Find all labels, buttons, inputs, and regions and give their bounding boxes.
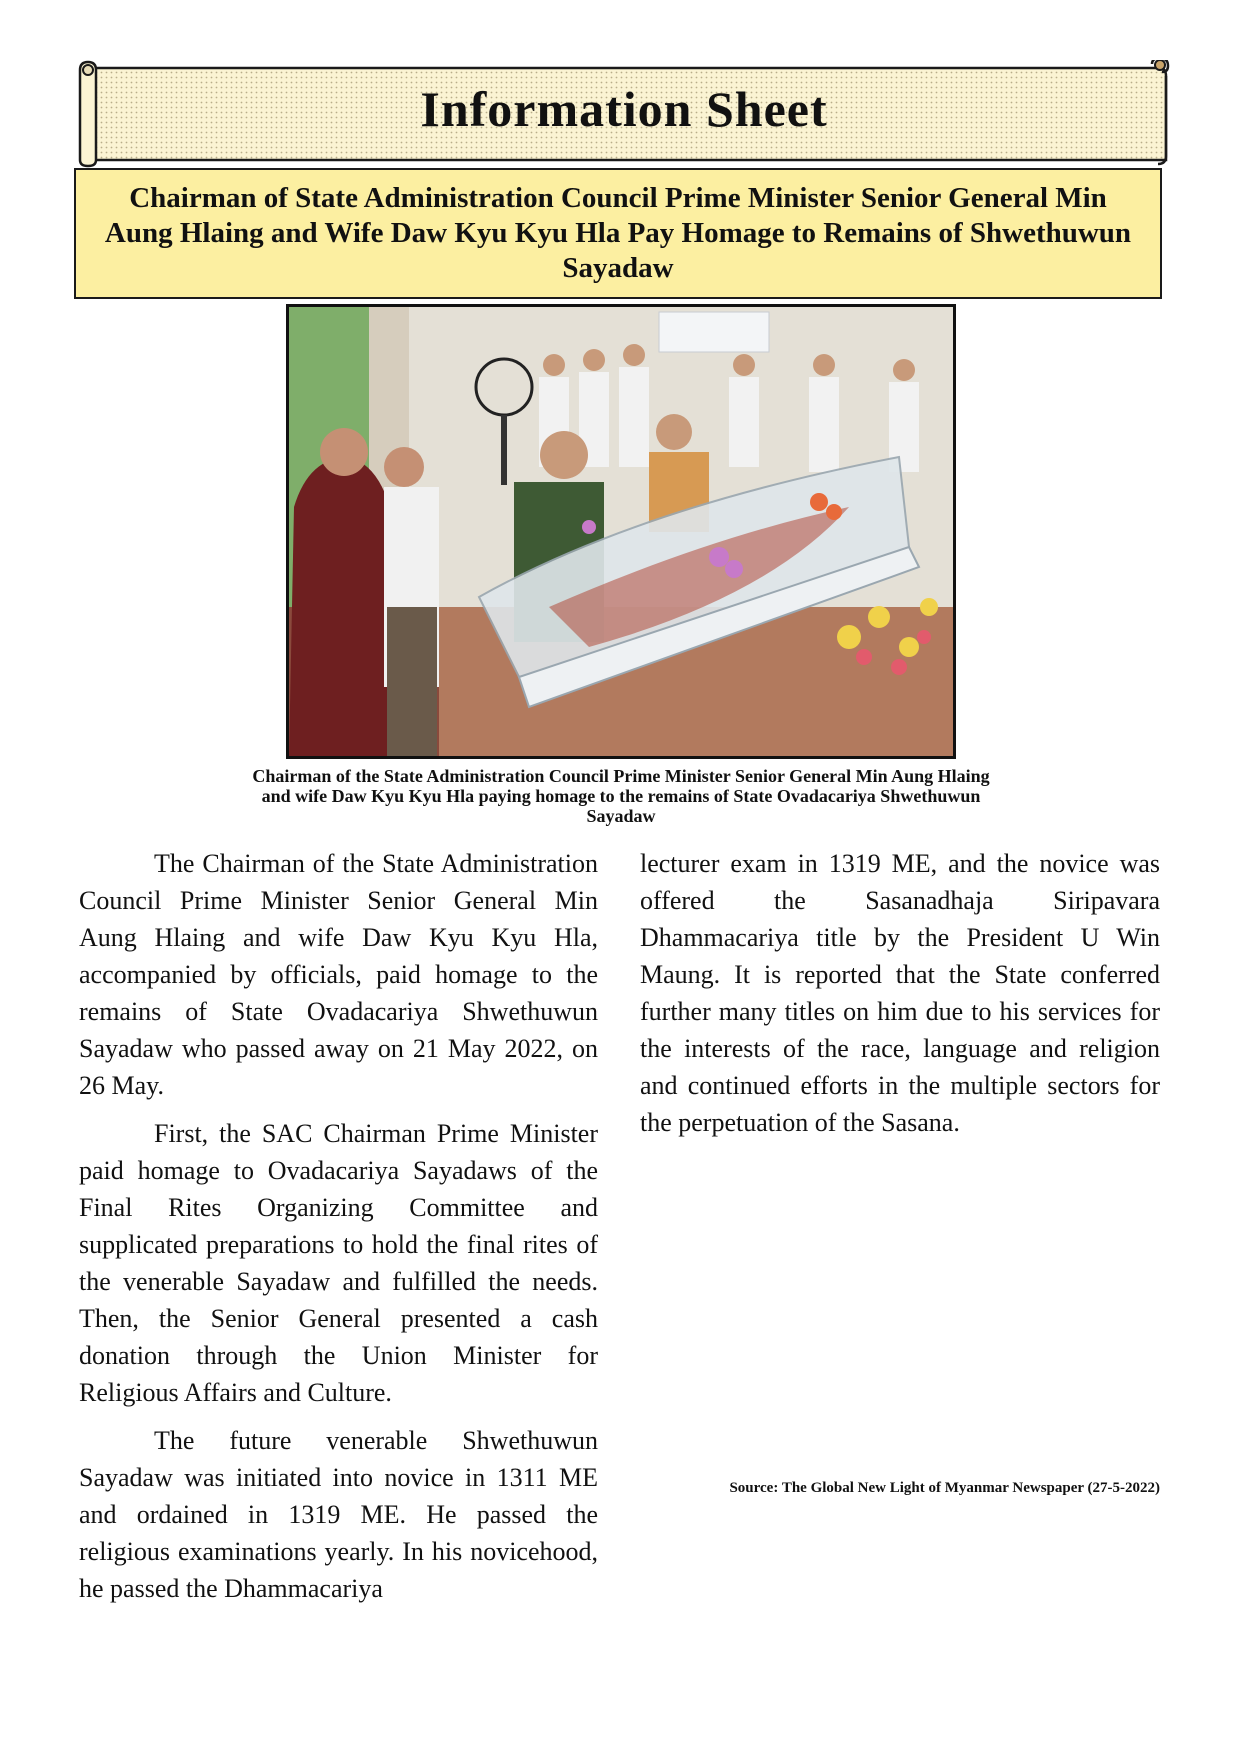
- page-title: Information Sheet: [420, 81, 828, 137]
- article-column-right: [640, 845, 1160, 1152]
- article-paragraph: The Chairman of the State Administration Council Prime Minister Senior General Min Aung Hlaing and wife Daw Kyu Kyu Hla, accompanied by officials, paid homage to the remains of State Ovadacariya Shwethuwun Sayadaw who passed away on 21 May 2022, on 26 May.: [79, 849, 598, 1100]
- headline: Chairman of State Administration Council Prime Minister Senior General Min Aung Hlaing and Wife Daw Kyu Kyu Hla Pay Homage to Remains of Shwethuwun Sayadaw: [104, 182, 1132, 284]
- article-paragraph: First, the SAC Chairman Prime Minister paid homage to Ovadacariya Sayadaws of the Final Rites Organizing Committee and supplicated preparations to hold the final rites of the venerable Sayadaw and fulfilled the needs. Then, the Senior General presented a cash donation through the Union Minister for Religious Affairs and Culture.: [79, 1119, 598, 1407]
- headline-box: [74, 168, 1162, 299]
- photo-illustration: [289, 307, 953, 756]
- news-photo: [286, 304, 956, 759]
- article-paragraph: The future venerable Shwethuwun Sayadaw was initiated into novice in 1311 ME and ordained in 1319 ME. He passed the religious examinations yearly. In his novicehood, he passed the Dhammacariya: [79, 1426, 598, 1603]
- photo-caption: Chairman of the State Administration Council Prime Minister Senior General Min Aung Hlaing and wife Daw Kyu Kyu Hla paying homage to the remains of State Ovadacariya Shwethuwun Sayadaw: [252, 766, 990, 826]
- source-credit: Source: The Global New Light of Myanmar Newspaper (27-5-2022): [729, 1480, 1160, 1496]
- article-paragraph: lecturer exam in 1319 ME, and the novice was offered the Sasanadhaja Siripavara Dhammacariya title by the President U Win Maung. It is reported that the State conferred further many titles on him due to his services for the interests of the race, language and religion and continued efforts in the multiple sectors for the perpetuation of the Sasana.: [640, 849, 1160, 1137]
- title-banner: [74, 60, 1174, 168]
- article-column-left: [79, 845, 598, 1618]
